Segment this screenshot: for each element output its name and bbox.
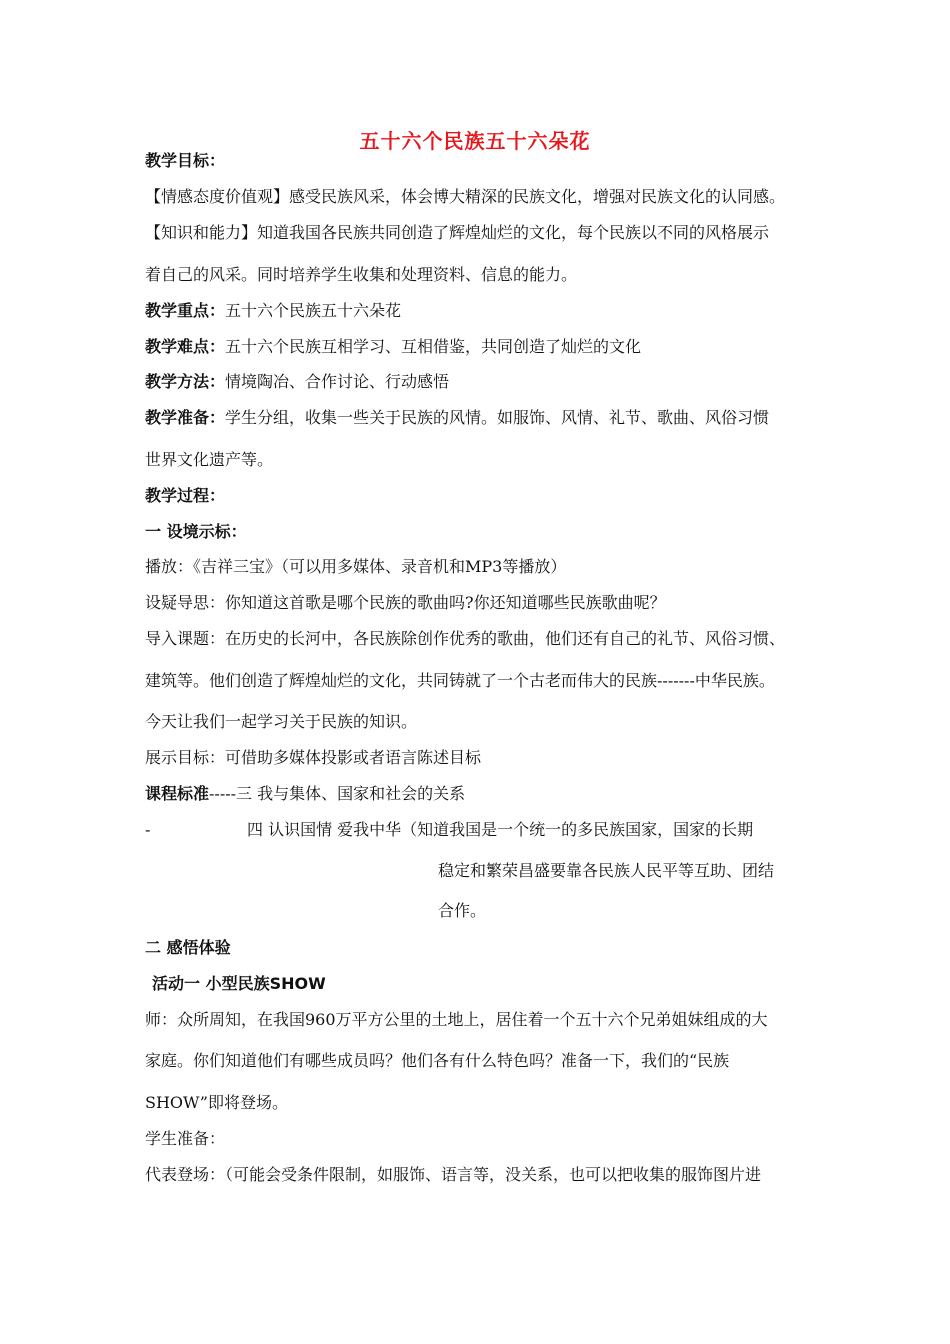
key-point-label: 教学重点： [145,301,226,320]
key-point-text: 五十六个民族五十六朵花 [225,301,402,320]
teacher-line-3: SHOW”即将登场。 [145,1093,288,1112]
standard-four-line-3: 合作。 [438,901,487,920]
section-2-heading: 二 感悟体验 [145,938,231,957]
goal-knowledge-line-2: 着自己的风采。同时培养学生收集和处理资料、信息的能力。 [145,265,578,284]
intro-line-1: 导入课题：在历史的长河中，各民族除创作优秀的歌曲，他们还有自己的礼节、风俗习惯、 [145,629,786,648]
process-heading: 教学过程： [145,486,226,505]
representative-line: 代表登场：（可能会受条件限制，如服饰、语言等，没关系，也可以把收集的服饰图片进 [145,1165,762,1184]
goal-knowledge-line-1: 【知识和能力】知道我国各民族共同创造了辉煌灿烂的文化，每个民族以不同的风格展示 [145,223,770,242]
page-title: 五十六个民族五十六朵花 [359,129,591,153]
difficulty-label: 教学难点： [145,337,226,356]
intro-line-2: 建筑等。他们创造了辉煌灿烂的文化，共同铸就了一个古老而伟大的民族-------中华民族。 [145,671,775,690]
question-line: 设疑导思：你知道这首歌是哪个民族的歌曲吗?你还知道哪些民族歌曲呢？ [145,593,666,612]
curriculum-standard [145,783,465,805]
show-goal-line: 展示目标：可借助多媒体投影或者语言陈述目标 [145,748,482,767]
curriculum-standard-text: -----三 我与集体、国家和社会的关系 [209,784,466,803]
method-label: 教学方法： [145,372,226,391]
standard-four-line-2: 稳定和繁荣昌盛要靠各民族人民平等互助、团结 [438,861,775,880]
method [145,371,449,393]
standard-dash: - [145,820,151,839]
preparation-line-2: 世界文化遗产等。 [145,450,274,469]
method-text: 情境陶冶、合作讨论、行动感悟 [225,372,450,391]
key-point [145,300,401,322]
goals-heading: 教学目标： [145,151,226,170]
play-line: 播放：《吉祥三宝》（可以用多媒体、录音机和MP3等播放） [145,557,567,576]
teacher-line-2: 家庭。你们知道他们有哪些成员吗？他们各有什么特色吗？准备一下，我们的“民族 [145,1051,730,1070]
preparation-text: 学生分组，收集一些关于民族的风情。如服饰、风情、礼节、歌曲、风俗习惯 [225,408,770,427]
difficulty [145,336,641,358]
curriculum-standard-label: 课程标准 [145,784,210,803]
difficulty-text: 五十六个民族互相学习、互相借鉴，共同创造了灿烂的文化 [225,337,642,356]
goal-emotion: 【情感态度价值观】感受民族风采，体会博大精深的民族文化，增强对民族文化的认同感。 [145,187,786,206]
intro-line-3: 今天让我们一起学习关于民族的知识。 [145,712,418,731]
teacher-line-1: 师：众所周知，在我国960万平方公里的土地上，居住着一个五十六个兄弟姐妹组成的大 [145,1010,768,1029]
preparation-label: 教学准备： [145,408,226,427]
standard-four-line-1: 四 认识国情 爱我中华（知道我国是一个统一的多民族国家，国家的长期 [247,820,754,839]
section-1-heading: 一 设境示标： [145,522,247,541]
preparation [145,407,769,429]
student-prep-line: 学生准备： [145,1129,226,1148]
activity-1-heading: 活动一 小型民族SHOW [152,974,326,993]
